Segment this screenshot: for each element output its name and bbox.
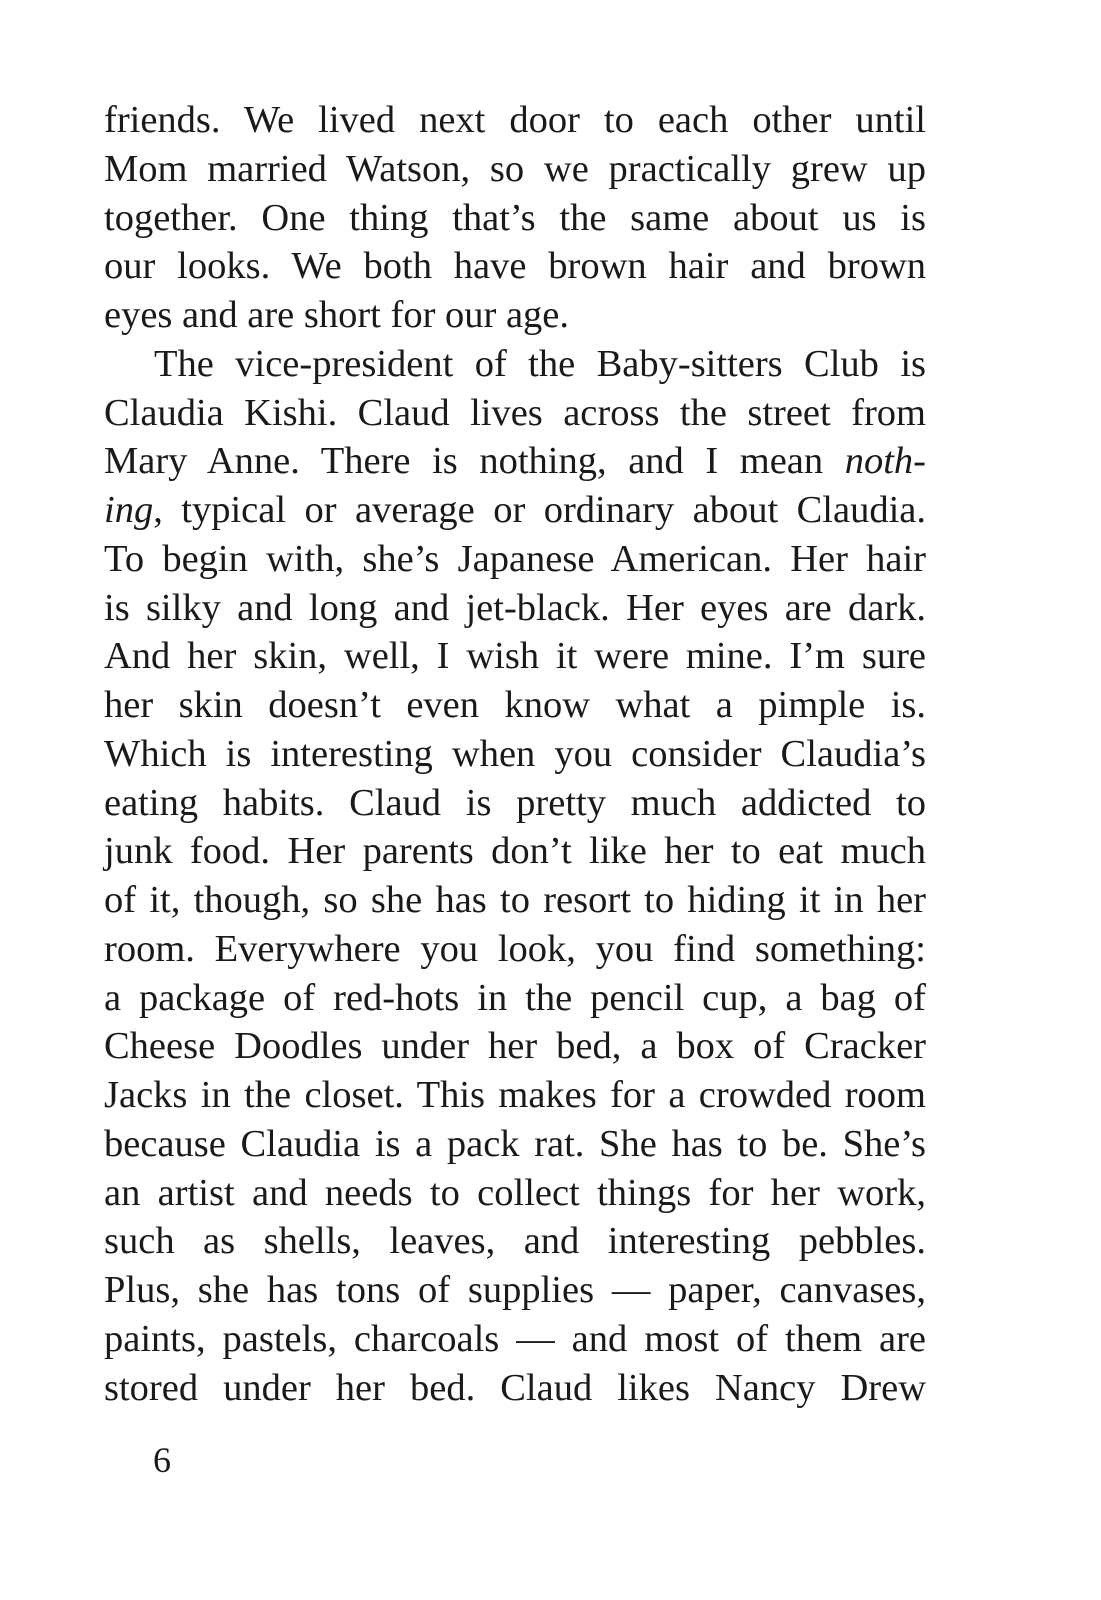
text-run: Jacks in the closet. This makes for a crowded room xyxy=(104,1074,926,1116)
text-line xyxy=(104,925,926,974)
text-line xyxy=(104,1266,926,1315)
text-line xyxy=(104,632,926,681)
text-run: And her skin, well, I wish it were mine. I’m sure xyxy=(104,635,926,678)
body-text xyxy=(104,96,926,1412)
text-line xyxy=(104,681,926,730)
text-line xyxy=(104,535,926,584)
text-run: eyes and are short for our age. xyxy=(104,294,570,336)
text-line xyxy=(104,1217,926,1266)
text-line xyxy=(104,486,926,535)
text-run: room. Everywhere you look, you find something: xyxy=(104,927,926,970)
text-run: Mom married Watson, so we practically grew up xyxy=(104,147,926,190)
text-line xyxy=(104,1120,926,1169)
text-run: eating habits. Claud is pretty much addicted to xyxy=(104,781,926,824)
text-run: her skin doesn’t even know what a pimple is. xyxy=(104,684,926,726)
text-run: , typical or average or ordinary about Claudia. xyxy=(153,489,926,531)
text-line xyxy=(104,291,926,340)
text-run: is silky and long and jet-black. Her eyes are dark. xyxy=(104,586,926,629)
text-run: because Claudia is a pack rat. She has to be. She’s xyxy=(104,1122,926,1165)
text-run: Which is interesting when you consider Claudia’s xyxy=(104,732,926,775)
text-run: stored under her bed. Claud likes Nancy Drew xyxy=(104,1366,926,1409)
text-line xyxy=(104,1071,926,1120)
text-line xyxy=(104,779,926,828)
text-run: an artist and needs to collect things for her work, xyxy=(104,1171,926,1214)
text-run: junk food. Her parents don’t like her to eat much xyxy=(104,830,926,873)
text-line xyxy=(104,876,926,925)
italic-text: noth- xyxy=(844,440,926,483)
text-run: together. One thing that’s the same about us is xyxy=(104,196,926,239)
text-run: To begin with, she’s Japanese American. Her hair xyxy=(104,537,926,580)
text-run: Claudia Kishi. Claud lives across the street from xyxy=(104,391,926,434)
text-line xyxy=(104,1169,926,1218)
text-run: Plus, she has tons of supplies — paper, canvases, xyxy=(104,1269,926,1311)
text-line xyxy=(104,1022,926,1071)
text-line xyxy=(104,389,926,438)
text-line xyxy=(104,242,926,291)
text-run: a package of red-hots in the pencil cup, a bag of xyxy=(104,976,926,1019)
text-run: of it, though, so she has to resort to hiding it in her xyxy=(104,879,926,921)
text-run: Mary Anne. There is nothing, and I mean xyxy=(104,440,845,483)
text-line xyxy=(104,1315,926,1364)
text-line xyxy=(104,1364,926,1413)
text-line xyxy=(104,974,926,1023)
italic-text: ing xyxy=(104,489,154,531)
page-number: 6 xyxy=(153,1440,171,1480)
text-line xyxy=(104,145,926,194)
text-run: our looks. We both have brown hair and brown xyxy=(104,245,926,288)
text-line xyxy=(104,194,926,243)
text-line xyxy=(104,827,926,876)
text-line xyxy=(104,584,926,633)
text-run: such as shells, leaves, and interesting pebbles. xyxy=(104,1220,926,1263)
text-line xyxy=(104,96,926,145)
text-run: paints, pastels, charcoals — and most of them are xyxy=(104,1317,926,1360)
text-line xyxy=(104,730,926,779)
text-run: friends. We lived next door to each other until xyxy=(104,99,926,141)
text-line xyxy=(104,437,926,486)
text-run: The vice-president of the Baby-sitters Club is xyxy=(154,342,926,385)
text-line xyxy=(104,340,926,389)
text-run: Cheese Doodles under her bed, a box of Cracker xyxy=(104,1025,926,1068)
